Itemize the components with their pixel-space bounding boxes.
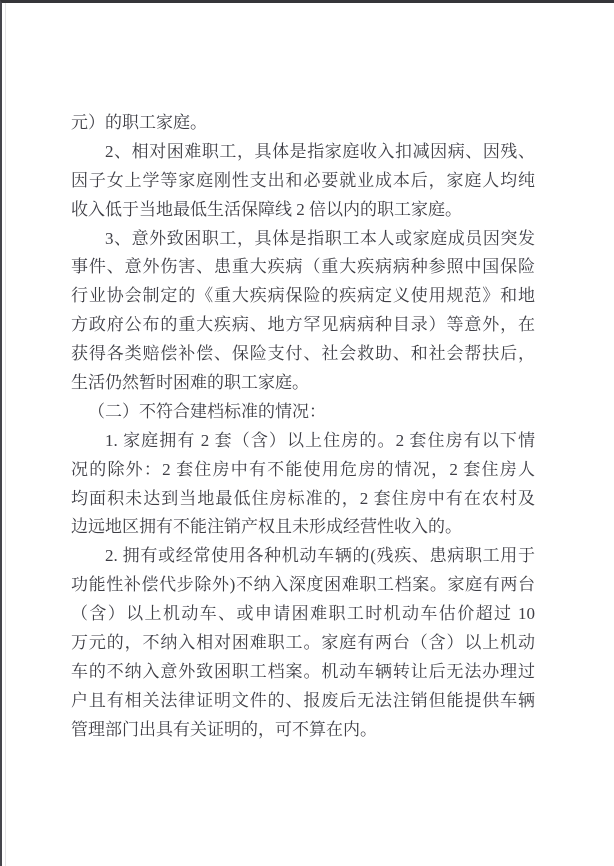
text-line: 边远地区拥有不能注销产权且未形成经营性收入的。 — [71, 517, 462, 537]
text-line: 况的除外：2 套住房中有不能使用危房的情况，2 套住房人 — [71, 459, 535, 479]
text-line: 行业协会制定的《重大疾病保险的疾病定义使用规范》和地 — [71, 286, 535, 306]
text-line: 户且有相关法律证明文件的、报废后无法注销但能提供车辆 — [71, 690, 535, 710]
text-line: 功能性补偿代步除外)不纳入深度困难职工档案。家庭有两台 — [71, 575, 535, 595]
text-line: 生活仍然暂时困难的职工家庭。 — [71, 373, 309, 393]
document-text — [71, 109, 535, 745]
text-line: （二）不符合建档标准的情况： — [88, 401, 326, 421]
text-line: 2. 拥有或经常使用各种机动车辆的(残疾、患病职工用于 — [105, 546, 535, 566]
text-line: 万元的，不纳入相对困难职工。家庭有两台（含）以上机动 — [71, 633, 535, 653]
text-line: （含）以上机动车、或申请困难职工时机动车估价超过 10 — [71, 604, 535, 624]
text-line: 元）的职工家庭。 — [71, 113, 207, 132]
page-left-shadow-line — [5, 3, 6, 866]
text-line: 1. 家庭拥有 2 套（含）以上住房的。2 套住房有以下情 — [105, 430, 535, 450]
text-line: 因子女上学等家庭刚性支出和必要就业成本后，家庭人均纯 — [71, 170, 535, 190]
text-line: 车的不纳入意外致困职工档案。机动车辆转让后无法办理过 — [71, 661, 535, 681]
text-line: 管理部门出具有关证明的，可不算在内。 — [71, 719, 377, 739]
text-line: 获得各类赔偿补偿、保险支付、社会救助、和社会帮扶后， — [71, 344, 535, 364]
text-line: 方政府公布的重大疾病、地方罕见病病种目录）等意外，在 — [71, 315, 535, 335]
text-line: 2、相对困难职工，具体是指家庭收入扣减因病、因残、 — [105, 141, 535, 161]
text-line: 事件、意外伤害、患重大疾病（重大疾病病种参照中国保险 — [71, 257, 535, 277]
text-line: 3、意外致困职工，具体是指职工本人或家庭成员因突发 — [105, 228, 535, 248]
text-line: 收入低于当地最低生活保障线 2 倍以内的职工家庭。 — [71, 199, 462, 219]
text-line: 均面积未达到当地最低住房标准的，2 套住房中有在农村及 — [71, 488, 535, 508]
